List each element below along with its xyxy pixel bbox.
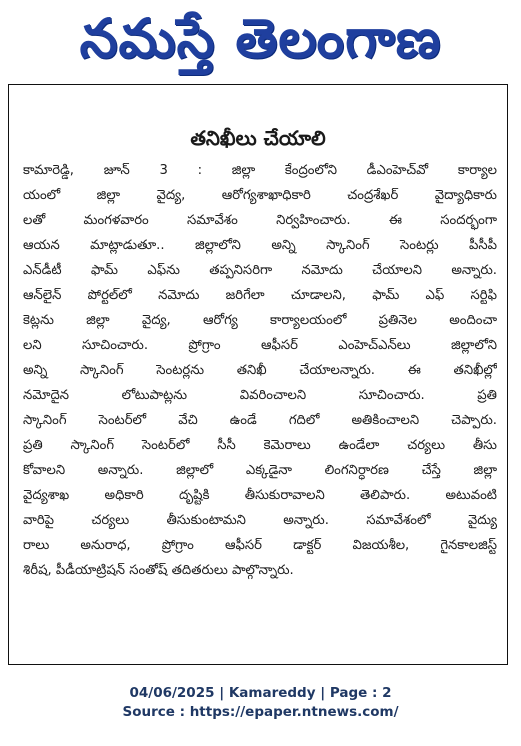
article-line: ఎన్‌డీటీ ఫామ్ ఎఫ్‌ను తప్పనిసరిగా నమోదు చేయాలని అన్నారు. [23, 263, 497, 278]
article-line: స్కానింగ్ సెంటర్‌లో వేచి ఉండే గదిలో అతికించాలని చెప్పారు. [23, 413, 497, 428]
article-line: ఆయన మాట్లాడుతూ.. జిల్లాలోని అన్ని స్కానింగ్ సెంటర్లు పీసీపీ [23, 238, 497, 253]
article-line: రాలు అనురాధ, ప్రోగ్రాం ఆఫీసర్ డాక్టర్ విజయశీల, గైనకాలజిస్ట్ [23, 538, 497, 553]
masthead [0, 0, 521, 78]
article-line: శిరీష, పీడీయాట్రిషన్ సంతోష్ తదితరులు పాల్గొన్నారు. [23, 563, 294, 578]
article-body [23, 158, 497, 648]
article-line: కామారెడ్డి, జూన్ 3 : జిల్లా కేంద్రంలోని డీఎంహెచ్‌వో కార్యాల [23, 163, 497, 178]
article-line: అన్ని స్కానింగ్ సెంటర్లను తనిఖీ చేయాలన్నారు. ఈ తనిఖీల్లో [23, 363, 497, 378]
article-line: వారిపై చర్యలు తీసుకుంటామని అన్నారు. సమావేశంలో వైద్యు [23, 513, 497, 528]
article-line: నమోదైన లోటుపాట్లను వివరించాలని సూచించారు. ప్రతి [23, 388, 497, 403]
article-line: వైద్యశాఖ అధికారి దృష్టికి తీసుకురావాలని తెలిపారు. అటువంటి [23, 488, 497, 503]
newspaper-logo: నమస్తే తెలంగాణ [79, 7, 442, 70]
article-line: లతో మంగళవారం సమావేశం నిర్వహించారు. ఈ సందర్భంగా [23, 213, 497, 228]
article-headline: తనిఖీలు చేయాలి [190, 126, 326, 150]
page-footer [0, 684, 521, 722]
article-line: ఆన్‌లైన్ పోర్టల్‌లో నమోదు జరిగేలా చూడాలని, ఫామ్ ఎఫ్ సర్టిఫి [23, 288, 497, 303]
article-line: ప్రతి స్కానింగ్ సెంటర్‌లో సీసీ కెమెరాలు ఉండేలా చర్యలు తీసు [23, 438, 497, 453]
article-line: కోవాలని అన్నారు. జిల్లాలో ఎక్కడైనా లింగనిర్ధారణ చేస్తే జిల్లా [23, 463, 497, 478]
article-line: యంలో జిల్లా వైద్య, ఆరోగ్యశాఖాధికారి చంద్రశేఖర్ వైద్యాధికారు [23, 188, 497, 203]
article-line: కెట్లను జిల్లా వైద్య, ఆరోగ్య కార్యాలయంలో ప్రతినెల అందించా [23, 313, 497, 328]
footer-date-line: 04/06/2025 | Kamareddy | Page : 2 [129, 685, 392, 701]
footer-source-line: Source : https://epaper.ntnews.com/ [122, 704, 399, 720]
article-line: లని సూచించారు. ప్రోగ్రాం ఆఫీసర్ ఎంహెచ్ఎన్‌లు జిల్లాలోని [23, 338, 497, 353]
